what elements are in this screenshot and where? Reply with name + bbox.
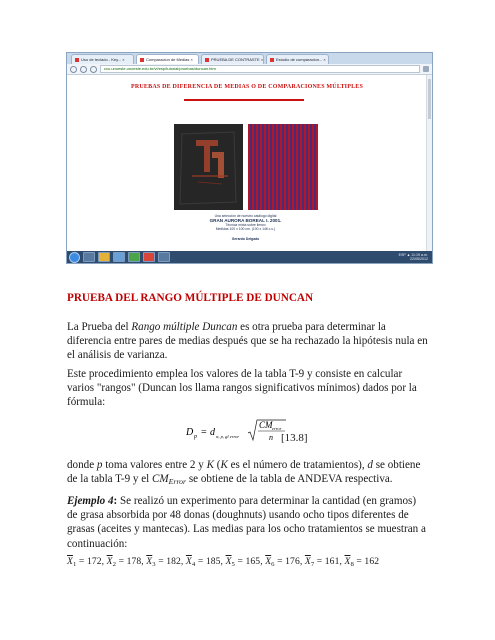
text-run: es otra prueba para determinar la diferencia entre pares de medias después que se ha rechazado la hipótesis nula en el análisis de varianza. <box>67 321 428 362</box>
mean-symbol: $\overline{X}$ <box>106 556 113 567</box>
mean-subscript: 8 <box>350 561 354 568</box>
mean-symbol: $\overline{X}$ <box>185 556 192 567</box>
text-run: ( <box>213 459 221 471</box>
browser-tab-1[interactable] <box>71 54 134 64</box>
mean-value: = 182, <box>155 556 186 567</box>
formula-den: n <box>269 433 273 442</box>
mean-subscript: 2 <box>112 561 117 568</box>
text-run: toma valores entre 2 y <box>102 459 207 471</box>
pdf-icon[interactable] <box>143 252 155 262</box>
var-cm: CM <box>152 473 169 486</box>
tray-date: 22/05/2012 <box>410 257 428 261</box>
example-colon: : <box>113 495 118 507</box>
mean-subscript: 3 <box>152 561 156 568</box>
wrench-icon[interactable] <box>423 66 429 72</box>
mean-value: = 161, <box>314 556 345 567</box>
treatment-mean <box>344 556 379 567</box>
browser-tab-3[interactable] <box>201 54 264 64</box>
chrome-icon[interactable] <box>128 252 140 262</box>
painting-caption <box>173 214 318 241</box>
mean-subscript: 4 <box>191 561 196 568</box>
formula-reference: [13.8] <box>281 432 308 444</box>
media-icon[interactable] <box>113 252 125 262</box>
caption-line: Técnica mixta sobre lienzo <box>225 223 266 228</box>
var-k: K <box>220 459 228 471</box>
var-cm-sub: Error <box>168 477 187 487</box>
text-run: se obtiene de la tabla T-9 y el <box>67 459 421 486</box>
mean-symbol: $\overline{X}$ <box>146 556 153 567</box>
section-heading: PRUEBA DEL RANGO MÚLTIPLE DE DUNCAN <box>67 292 314 304</box>
mean-value: = 162 <box>353 556 380 567</box>
var-p: p <box>96 459 103 471</box>
mean-value: = 172, <box>76 556 107 567</box>
back-icon[interactable] <box>70 66 77 73</box>
var-k: K <box>206 459 214 471</box>
svg-text:=: = <box>201 427 207 438</box>
mean-symbol: $\overline{X}$ <box>265 556 272 567</box>
treatment-mean <box>67 556 107 567</box>
formula-lhs: D <box>186 427 194 438</box>
embedded-screenshot <box>66 52 433 264</box>
mean-symbol: $\overline{X}$ <box>225 556 232 567</box>
mean-value: = 178, <box>116 556 147 567</box>
browser-address-bar <box>67 64 432 75</box>
mean-subscript: 5 <box>231 561 235 568</box>
text-run: donde <box>67 459 97 471</box>
browser-tab-2[interactable] <box>136 54 199 64</box>
painting-red <box>248 124 318 210</box>
explorer-icon[interactable] <box>83 252 95 262</box>
url-field[interactable]: cvu.unoeste.unoeste.edu.br/vt/esp/tutorial/pruebas/duncan.htm <box>100 65 420 73</box>
reload-icon[interactable] <box>90 66 97 73</box>
mean-value: = 185, <box>195 556 226 567</box>
browser-tab-bar <box>67 53 432 64</box>
favicon-icon <box>270 58 274 62</box>
formula-num-sub: error <box>272 426 282 431</box>
mean-subscript: 6 <box>271 561 275 568</box>
caption-line: Medidas 100 x 100 cm. (100 x 146 c.u.) <box>215 227 276 232</box>
treatment-mean <box>305 556 345 567</box>
mean-subscript: 7 <box>310 561 315 568</box>
scrollbar-thumb[interactable] <box>428 79 431 119</box>
caption-title: GRAN AURORA BOREAL I. 2001. <box>209 218 282 224</box>
caption-author: Gerardo Delgado <box>231 236 260 241</box>
var-d: d <box>367 459 373 471</box>
example-label: Ejemplo 4 <box>67 495 114 507</box>
paragraph-intro <box>67 320 429 363</box>
paragraph-where <box>67 458 429 489</box>
favicon-icon <box>205 58 209 62</box>
mean-symbol: $\overline{X}$ <box>67 556 73 567</box>
text-run: se obtiene de la tabla de ANDEVA respectiva. <box>186 473 393 486</box>
mean-subscript: 1 <box>72 561 77 568</box>
formula-num: CM <box>259 420 273 430</box>
caption-line: Una selección de nuestro catálogo digital <box>214 214 277 218</box>
text-run: La Prueba del <box>67 321 132 333</box>
system-tray <box>399 253 432 261</box>
mean-value: = 165, <box>235 556 266 567</box>
mean-symbol: $\overline{X}$ <box>344 556 351 567</box>
formula-svg <box>186 420 286 450</box>
tray-time: ESP ▲ 11:19 a.m. <box>398 253 428 257</box>
text-run: es el número de tratamientos), <box>227 459 368 471</box>
text-emphasis: Rango múltiple Duncan <box>131 321 238 333</box>
formula-lhs-sub: p <box>194 434 197 440</box>
browser-tab-label: Estudio de comparacion... × <box>276 57 326 62</box>
taskbar <box>67 251 432 263</box>
treatment-mean <box>146 556 186 567</box>
treatment-mean <box>226 556 266 567</box>
browser-content <box>67 75 432 251</box>
folder-icon[interactable] <box>98 252 110 262</box>
treatment-means <box>67 556 379 568</box>
browser-tab-label: Uso de teclado - Key... × <box>81 57 125 62</box>
treatment-mean <box>186 556 226 567</box>
forward-icon[interactable] <box>80 66 87 73</box>
paragraph-example <box>67 494 429 551</box>
title-underline <box>184 99 304 101</box>
treatment-mean <box>265 556 305 567</box>
text-run: Se realizó un experimento para determinar la cantidad (en gramos) de grasa absorbida por 48 donas (doughnuts) usando ocho tipos diferentes de grasas (aceites y mantecas). Las medias para los ocho tratamientos se muestran a continuación: <box>67 495 426 550</box>
paragraph-procedure: Este procedimiento emplea los valores de la tabla T-9 y consiste en calcular varios "rangos" (Duncan los llama rangos significativos mínimos) dados por la fórmula: <box>67 368 417 409</box>
word-icon[interactable] <box>158 252 170 262</box>
browser-tab-4[interactable] <box>266 54 329 64</box>
mean-value: = 176, <box>274 556 305 567</box>
treatment-mean <box>107 556 147 567</box>
mean-symbol: $\overline{X}$ <box>304 556 311 567</box>
favicon-icon <box>140 58 144 62</box>
formula-d-sub: α, p, gl error <box>216 434 240 439</box>
start-icon[interactable] <box>69 252 80 263</box>
browser-tab-label: PRUEBA DE CONTRASTE × <box>211 57 264 62</box>
painting-dark <box>174 124 243 210</box>
favicon-icon <box>75 58 79 62</box>
formula-d: d <box>210 427 215 438</box>
browser-tab-label: Comparacion de Medias × <box>146 57 193 62</box>
page-title: PRUEBAS DE DIFERENCIA DE MEDIAS O DE COMPARACIONES MÚLTIPLES <box>130 84 364 90</box>
scrollbar[interactable] <box>426 75 432 251</box>
